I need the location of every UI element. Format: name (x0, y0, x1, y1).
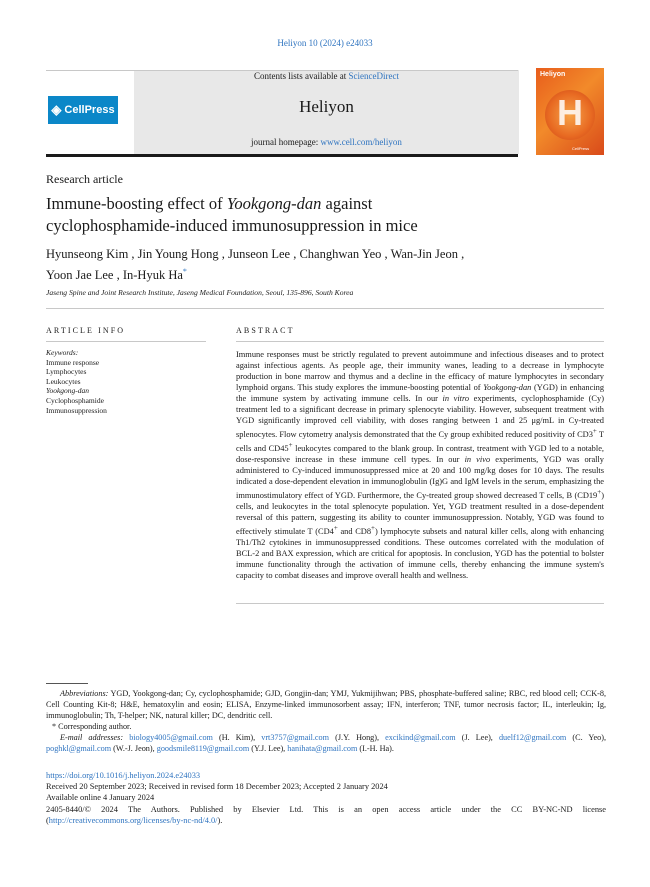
title-part1: Immune-boosting effect of (46, 194, 227, 213)
email-owner: (Y.J. Lee), (249, 744, 288, 753)
corresponding-text: Corresponding author. (56, 722, 132, 731)
section-rule (46, 308, 604, 309)
publication-info (46, 770, 606, 826)
abstract-italic: in vivo (464, 455, 491, 465)
keyword-item: Lymphocytes (46, 367, 87, 377)
cover-footer: CellPress (572, 146, 590, 151)
abstract-body (236, 349, 604, 581)
keyword-item: Cyclophosphamide (46, 395, 104, 405)
superscript: + (333, 524, 338, 533)
email-addresses (46, 732, 606, 754)
email-label: E-mail addresses: (60, 733, 124, 742)
keyword-item: Leukocytes (46, 376, 81, 386)
article-info-heading: ARTICLE INFO (46, 326, 126, 335)
contents-line (134, 71, 519, 81)
cellpress-logo-icon: ◈ (51, 102, 62, 117)
author-list (46, 245, 606, 284)
doi-link[interactable]: https://doi.org/10.1016/j.heliyon.2024.e24033 (46, 771, 201, 780)
keyword-item: Immune response (46, 357, 100, 367)
license-link-open: ( (46, 815, 49, 825)
article-info-rule (46, 341, 206, 342)
homepage-prefix: journal homepage: (251, 137, 321, 147)
email-link[interactable]: duelf12@gmail.com (498, 733, 567, 742)
license-link-line (46, 815, 606, 826)
superscript: + (288, 441, 293, 450)
abstract-text: leukocytes compared to the blank group. In contrast, treatment with YGD led to a notable, dose-responsive increase in these immune cell types. In our (236, 443, 605, 465)
keyword-item: Yookgong-dan (46, 386, 90, 396)
cover-letter: H (557, 92, 583, 133)
abstract-text: and CD8 (337, 526, 372, 536)
corresponding-author-note (52, 721, 606, 732)
authors-line1[interactable]: Hyunseong Kim , Jin Young Hong , Junseon Lee , Changhwan Yeo , Wan-Jin Jeon , (46, 247, 465, 261)
title-part2: against (321, 194, 373, 213)
abstract-text: ) cells, and leukocytes in the total splenocyte population. Yet, YGD treatment resulted in a dose-dependent reversal of this pattern, suggesting its ability to counter immunosuppression. Notably, YGD was found to effectively stimulate T (CD4 (236, 490, 604, 536)
email-owner: (C. Yeo), (566, 733, 606, 742)
footnote-rule (46, 683, 88, 684)
journal-cover-image[interactable] (536, 68, 604, 155)
authors-line2[interactable]: Yoon Jae Lee , In-Hyuk Ha (46, 268, 183, 283)
abstract-italic: Yookgong-dan (483, 383, 532, 393)
abstract-text: ) lymphocyte subsets and natural killer cells, along with enhancing Th1/Th2 cytokines in immunosuppressed conditions. These outcomes correlated with the modulation of BCL-2 and BAX expression, which are critical for apoptosis. In conclusion, YGD has the potential to bolster immune functionality through the activation of immune cells, thereby enhancing the immune system's capacity to combat diseases and improve overall health and wellness. (236, 526, 604, 581)
superscript: + (371, 524, 375, 533)
corresponding-author-mark[interactable]: * (182, 267, 187, 276)
title-italic: Yookgong-dan (226, 194, 322, 213)
abstract-rule (236, 341, 604, 342)
email-owner: (J.Y. Hong), (329, 733, 386, 742)
homepage-line (134, 137, 519, 147)
journal-reference[interactable]: Heliyon 10 (2024) e24033 (277, 38, 373, 48)
abstract-text: (YGD) in enhancing the immune system by activating immune cells. In our (236, 383, 605, 404)
footnotes (46, 688, 606, 754)
email-owner: (J. Lee), (455, 733, 499, 742)
email-link[interactable]: poghkl@gmail.com (46, 744, 112, 753)
superscript: + (597, 488, 602, 497)
abbreviations-text: YGD, Yookgong-dan; Cy, cyclophosphamide; GJD, Gongjin-dan; YMJ, Yukmijihwan; PBS, phosphate-buffered saline; RBC, red blood cell; CCK-8, Cell Counting Kit-8; H&E, hematoxylin and eosin; ELISA, Enzyme-linked immunosorbent assay; IFN, interferon; TNF, tumor necrosis factor; IL, interleukin; Ig, immunoglobulin; Th, T-helper; NK, natural killer; DC, dendritic cell. (46, 689, 606, 720)
abstract-end-rule (236, 603, 604, 604)
email-link[interactable]: biology4005@gmail.com (129, 733, 213, 742)
affiliation: Jaseng Spine and Joint Research Institute, Jaseng Medical Foundation, Seoul, 135-896, South Korea (46, 288, 354, 297)
abstract-text: experiments, YGD was orally administered to Cy-induced immunosuppressed mice at 20 and 100 mg/kg doses for 10 days. The results indicated a dose-dependent elevation in immunoglobulin (Ig)G and IgM levels in the serum, emphasizing the immunostimulatory effect of YGD. Furthermore, the Cy-treated group showed decreased T cells, B (CD19 (236, 455, 604, 500)
available-online: Available online 4 January 2024 (46, 793, 155, 803)
abstract-heading: ABSTRACT (236, 326, 295, 335)
superscript: + (592, 427, 597, 436)
article-type: Research article (46, 172, 123, 186)
abbreviations-label: Abbreviations: (60, 689, 109, 698)
email-link[interactable]: vrt3757@gmail.com (261, 733, 330, 742)
header-bottom-rule (46, 154, 518, 157)
keywords-block (46, 348, 211, 415)
email-link[interactable]: hanihata@gmail.com (287, 744, 358, 753)
journal-homepage-link[interactable]: www.cell.com/heliyon (320, 137, 402, 147)
abstract-italic: in vitro (442, 394, 470, 404)
license-text: 2405-8440/© 2024 The Authors. Published by Elsevier Ltd. This is an open access article under the CC BY-NC-ND license (46, 804, 606, 814)
contents-prefix: Contents lists available at (254, 71, 349, 81)
journal-title: Heliyon (299, 97, 354, 116)
sciencedirect-link[interactable]: ScienceDirect (348, 71, 399, 81)
article-title (46, 193, 606, 237)
abstract-text: T cells and CD45 (236, 430, 604, 453)
title-line2: cyclophosphamide-induced immunosuppression in mice (46, 216, 418, 235)
license-link-close: ). (217, 815, 223, 825)
keywords-heading: Keywords: (46, 348, 79, 357)
received-dates: Received 20 September 2023; Received in revised form 18 December 2023; Accepted 2 January 2024 (46, 782, 388, 792)
email-owner: (I.-H. Ha). (357, 744, 394, 753)
email-owner: (W.-J. Jeon), (111, 744, 157, 753)
cellpress-logo[interactable] (48, 96, 118, 124)
cellpress-logo-text: CellPress (64, 104, 115, 116)
corresponding-mark: * (52, 722, 57, 731)
license-link[interactable]: http://creativecommons.org/licenses/by-nc-nd/4.0/ (48, 815, 218, 825)
keyword-item: Immunosuppression (46, 405, 107, 415)
abbreviations-footnote (46, 688, 606, 721)
email-link[interactable]: goodsmile8119@gmail.com (156, 744, 250, 753)
cover-label: Heliyon (540, 71, 566, 78)
email-link[interactable]: excikind@gmail.com (385, 733, 456, 742)
email-owner: (H. Kim), (212, 733, 262, 742)
abstract-text: Immune responses must be strictly regulated to prevent autoimmune and infectious diseases and to protect against infectious agents. As people age, their immunity wanes, leading to a decrease in lymphocyte production in bone marrow and thymus and a decline in the efficacy of mature lymphocytes in secondary lymphoid organs. This study explores the immune-boosting potential of (236, 350, 604, 393)
abstract-text: experiments, cyclophosphamide (Cy) treatment led to a significant decrease in primary splenocyte viability. However, subsequent treatment with YGD significantly improved cell viability, with doses ranging between 1 and 25 μg/mL in Cy-treated splenocytes. Flow cytometry analysis demonstrated that the Cy group exhibited reduced positivity of CD3 (236, 394, 604, 440)
